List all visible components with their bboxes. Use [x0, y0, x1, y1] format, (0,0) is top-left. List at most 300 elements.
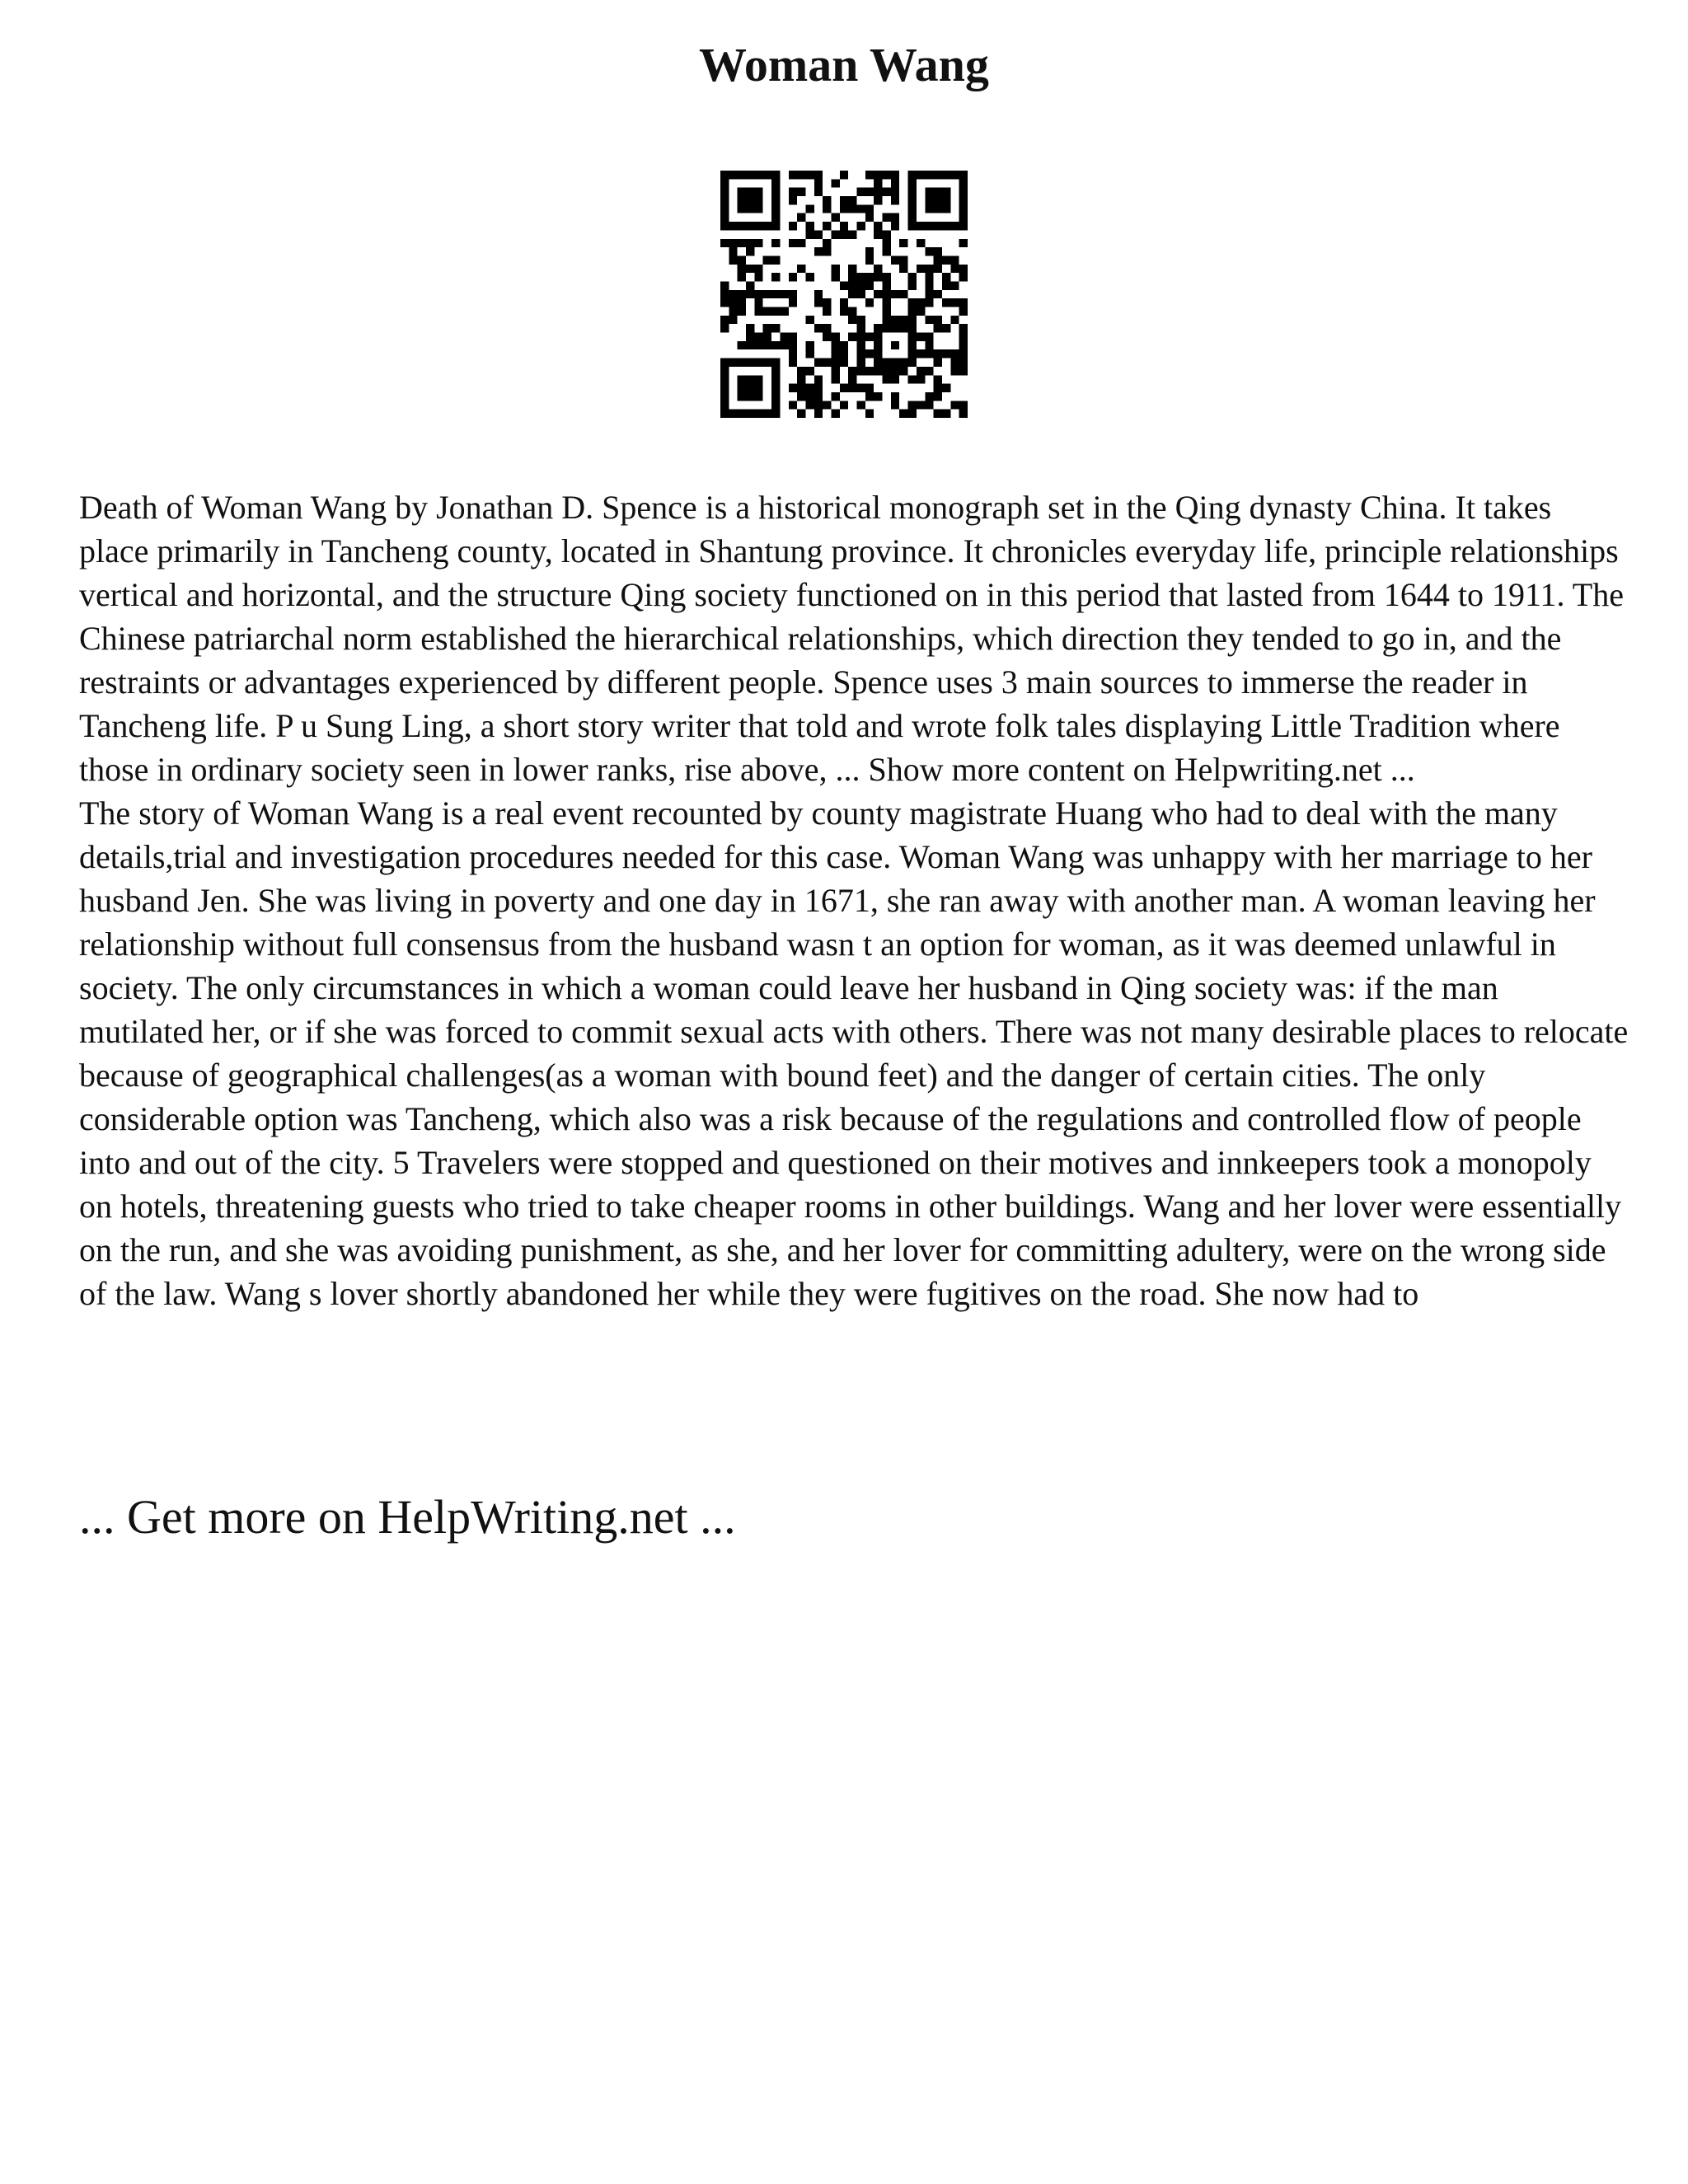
qr-module — [805, 384, 814, 392]
qr-module — [942, 171, 950, 179]
qr-module — [848, 265, 856, 273]
qr-module — [823, 298, 831, 307]
qr-module — [746, 196, 754, 204]
qr-module — [891, 392, 899, 401]
qr-module — [934, 359, 942, 367]
qr-module — [848, 367, 856, 375]
qr-module — [874, 265, 882, 273]
qr-module — [780, 333, 788, 341]
qr-module — [865, 333, 874, 341]
qr-module — [746, 281, 754, 289]
qr-module — [934, 316, 942, 324]
qr-module — [899, 316, 907, 324]
qr-module — [934, 265, 942, 273]
qr-module — [754, 222, 762, 230]
qr-module — [720, 392, 729, 401]
qr-module — [925, 281, 933, 289]
qr-module — [865, 367, 874, 375]
qr-module — [831, 392, 839, 401]
qr-module — [874, 290, 882, 298]
qr-module — [891, 324, 899, 332]
qr-module — [891, 359, 899, 367]
document-title: Woman Wang — [699, 38, 989, 91]
qr-module — [942, 324, 950, 332]
qr-module — [934, 410, 942, 418]
qr-module — [823, 247, 831, 255]
qr-module — [942, 384, 950, 392]
qr-module — [857, 281, 865, 289]
qr-module — [831, 333, 839, 341]
qr-module — [729, 290, 737, 298]
qr-module — [789, 333, 797, 341]
qr-module — [934, 324, 942, 332]
article-paragraph-1: Death of Woman Wang by Jonathan D. Spence is a historical monograph set in the Qing dynasty China. It takes place primarily in Tancheng county, located in Shantung province. It chronicles everyday life, principle relationships vertical and horizontal, and the structure Qing society functioned on in this period that lasted from 1644 to 1911. The Chinese patriarchal norm established the hierarchical relationships, which direction they tended to go in, and the restraints or advantages experienced by different people. Spence uses 3 main sources to immerse the reader in Tancheng life. P u Sung Ling, a short story writer that told and wrote folk tales displaying Little Tradition where those in ordinary society seen in lower ranks, rise above, ... Show more content on Helpwriting.net ... — [79, 489, 1624, 788]
qr-module — [917, 222, 925, 230]
qr-module — [959, 222, 968, 230]
qr-module — [917, 171, 925, 179]
qr-module — [934, 384, 942, 392]
qr-module — [814, 247, 823, 255]
qr-module — [891, 179, 899, 187]
qr-module — [814, 401, 823, 409]
qr-module — [917, 375, 925, 383]
qr-module — [908, 222, 917, 230]
qr-module — [942, 273, 950, 281]
qr-module — [797, 239, 805, 247]
qr-module — [891, 375, 899, 383]
qr-module — [823, 307, 831, 316]
qr-module — [908, 410, 917, 418]
qr-module — [789, 290, 797, 298]
qr-module — [848, 196, 856, 204]
qr-module — [874, 230, 882, 238]
qr-module — [729, 239, 737, 247]
qr-module — [720, 316, 729, 324]
qr-module — [959, 171, 968, 179]
qr-module — [746, 410, 754, 418]
qr-module — [925, 401, 933, 409]
qr-module — [720, 171, 729, 179]
qr-module — [789, 384, 797, 392]
qr-module — [942, 255, 950, 264]
qr-module — [917, 333, 925, 341]
qr-module — [908, 298, 917, 307]
qr-module — [883, 290, 891, 298]
qr-module — [746, 247, 754, 255]
qr-module — [805, 401, 814, 409]
qr-module — [883, 230, 891, 238]
qr-module — [754, 384, 762, 392]
qr-module — [942, 349, 950, 358]
qr-module — [831, 349, 839, 358]
qr-module — [754, 341, 762, 349]
qr-module — [771, 196, 780, 204]
qr-module — [865, 410, 874, 418]
qr-module — [959, 213, 968, 222]
qr-module — [763, 410, 771, 418]
qr-module — [729, 298, 737, 307]
qr-module — [950, 298, 959, 307]
qr-module — [746, 239, 754, 247]
qr-module — [942, 196, 950, 204]
qr-module — [805, 273, 814, 281]
qr-module — [959, 179, 968, 187]
qr-module — [805, 367, 814, 375]
qr-module — [950, 255, 959, 264]
qr-module — [805, 171, 814, 179]
qr-module — [738, 265, 746, 273]
qr-module — [883, 367, 891, 375]
qr-module — [738, 307, 746, 316]
qr-module — [840, 341, 848, 349]
qr-module — [959, 204, 968, 213]
qr-module — [865, 204, 874, 213]
qr-module — [763, 359, 771, 367]
qr-module — [831, 265, 839, 273]
qr-module — [746, 392, 754, 401]
qr-module — [823, 401, 831, 409]
qr-module — [908, 359, 917, 367]
qr-module — [789, 349, 797, 358]
qr-module — [950, 222, 959, 230]
qr-module — [771, 401, 780, 409]
qr-module — [925, 188, 933, 196]
qr-module — [814, 179, 823, 187]
qr-module — [746, 324, 754, 332]
qr-module — [746, 375, 754, 383]
article-paragraph-2: The story of Woman Wang is a real event recounted by county magistrate Huang who had to deal with the many details,trial and investigation procedures needed for this case. Woman Wang was unhappy with her marriage to her husband Jen. She was living in poverty and one day in 1671, she ran away with another man. A woman leaving her relationship without full consensus from the husband wasn t an option for woman, as it was deemed unlawful in society. The only circumstances in which a woman could leave her husband in Qing society was: if the man mutilated her, or if she was forced to commit sexual acts with others. There was not many desirable places to relocate because of geographical challenges(as a woman with bound feet) and the danger of certain cities. The only considerable option was Tancheng, which also was a risk because of the regulations and controlled flow of people into and out of the city. 5 Travelers were stopped and questioned on their motives and innkeepers took a monopoly on hotels, threatening guests who tried to take cheaper rooms in other buildings. Wang and her lover were essentially on the run, and she was avoiding punishment, as she, and her lover for committing adultery, were on the wrong side of the law. Wang s lover shortly abandoned her while they were fugitives on the road. She now had to — [79, 794, 1629, 1312]
qr-module — [917, 307, 925, 316]
qr-module — [908, 171, 917, 179]
qr-module — [771, 324, 780, 332]
qr-module — [738, 204, 746, 213]
qr-module — [720, 375, 729, 383]
qr-module — [865, 349, 874, 358]
qr-module — [925, 247, 933, 255]
qr-module — [942, 188, 950, 196]
qr-module — [729, 255, 737, 264]
qr-module — [874, 333, 882, 341]
qr-module — [950, 265, 959, 273]
qr-module — [754, 239, 762, 247]
qr-module — [831, 341, 839, 349]
qr-module — [950, 316, 959, 324]
qr-module — [720, 324, 729, 332]
qr-module — [729, 410, 737, 418]
qr-module — [771, 367, 780, 375]
qr-module — [771, 188, 780, 196]
qr-module — [942, 298, 950, 307]
qr-module — [754, 392, 762, 401]
qr-module — [729, 247, 737, 255]
qr-module — [934, 392, 942, 401]
qr-module — [925, 392, 933, 401]
qr-module — [848, 230, 856, 238]
qr-module — [925, 298, 933, 307]
qr-module — [720, 222, 729, 230]
qr-module — [746, 333, 754, 341]
qr-module — [771, 307, 780, 316]
qr-module — [950, 349, 959, 358]
qr-code-icon[interactable] — [720, 171, 968, 418]
qr-module — [805, 349, 814, 358]
qr-module — [831, 230, 839, 238]
qr-module — [738, 222, 746, 230]
qr-module — [831, 410, 839, 418]
qr-module — [754, 375, 762, 383]
qr-module — [720, 213, 729, 222]
qr-module — [780, 307, 788, 316]
qr-module — [754, 196, 762, 204]
qr-module — [729, 307, 737, 316]
qr-module — [771, 222, 780, 230]
qr-module — [891, 367, 899, 375]
qr-module — [738, 384, 746, 392]
qr-module — [925, 316, 933, 324]
get-more-link[interactable]: ... Get more on HelpWriting.net ... — [79, 1490, 736, 1544]
qr-module — [763, 290, 771, 298]
qr-module — [814, 188, 823, 196]
qr-module — [883, 307, 891, 316]
qr-module — [771, 273, 780, 281]
qr-module — [874, 341, 882, 349]
qr-module — [805, 204, 814, 213]
qr-module — [754, 273, 762, 281]
qr-module — [746, 384, 754, 392]
qr-module — [771, 213, 780, 222]
qr-module — [959, 265, 968, 273]
qr-module — [891, 213, 899, 222]
qr-module — [840, 359, 848, 367]
qr-module — [925, 341, 933, 349]
qr-module — [720, 188, 729, 196]
qr-module — [720, 298, 729, 307]
qr-module — [805, 222, 814, 230]
qr-module — [720, 179, 729, 187]
qr-module — [857, 316, 865, 324]
article-body — [79, 485, 1629, 1315]
qr-module — [823, 333, 831, 341]
qr-module — [908, 179, 917, 187]
qr-module — [729, 359, 737, 367]
qr-module — [908, 188, 917, 196]
qr-module — [917, 265, 925, 273]
qr-module — [865, 171, 874, 179]
qr-module — [840, 230, 848, 238]
qr-module — [917, 367, 925, 375]
qr-module — [831, 359, 839, 367]
qr-module — [823, 204, 831, 213]
qr-module — [883, 316, 891, 324]
qr-module — [857, 273, 865, 281]
qr-module — [814, 324, 823, 332]
qr-module — [934, 188, 942, 196]
qr-module — [738, 239, 746, 247]
qr-module — [857, 333, 865, 341]
qr-module — [874, 349, 882, 358]
qr-module — [720, 401, 729, 409]
qr-module — [908, 273, 917, 281]
qr-module — [891, 341, 899, 349]
qr-module — [925, 290, 933, 298]
qr-module — [746, 341, 754, 349]
qr-module — [959, 401, 968, 409]
qr-module — [814, 359, 823, 367]
qr-module — [771, 255, 780, 264]
qr-module — [899, 359, 907, 367]
qr-module — [883, 273, 891, 281]
qr-module — [738, 188, 746, 196]
qr-module — [959, 410, 968, 418]
qr-module — [789, 341, 797, 349]
qr-module — [950, 171, 959, 179]
qr-module — [883, 298, 891, 307]
qr-module — [883, 247, 891, 255]
qr-module — [934, 255, 942, 264]
qr-module — [934, 222, 942, 230]
qr-module — [746, 188, 754, 196]
qr-module — [738, 359, 746, 367]
qr-module — [848, 273, 856, 281]
qr-module — [917, 298, 925, 307]
qr-module — [908, 213, 917, 222]
qr-module — [823, 222, 831, 230]
qr-module — [925, 222, 933, 230]
qr-module — [908, 349, 917, 358]
qr-module — [848, 204, 856, 213]
qr-module — [831, 273, 839, 281]
qr-module — [738, 290, 746, 298]
qr-module — [763, 324, 771, 332]
qr-module — [746, 222, 754, 230]
qr-module — [729, 171, 737, 179]
qr-module — [746, 204, 754, 213]
qr-module — [883, 213, 891, 222]
qr-module — [848, 307, 856, 316]
qr-module — [848, 375, 856, 383]
qr-module — [771, 171, 780, 179]
qr-module — [883, 239, 891, 247]
qr-module — [720, 410, 729, 418]
qr-module — [805, 392, 814, 401]
qr-module — [805, 341, 814, 349]
qr-module — [814, 298, 823, 307]
qr-module — [959, 196, 968, 204]
qr-module — [738, 392, 746, 401]
qr-module — [754, 171, 762, 179]
qr-module — [874, 367, 882, 375]
qr-module — [738, 298, 746, 307]
qr-module — [857, 341, 865, 349]
qr-module — [738, 196, 746, 204]
qr-module — [771, 179, 780, 187]
qr-module — [823, 324, 831, 332]
qr-module — [925, 171, 933, 179]
qr-module — [950, 281, 959, 289]
qr-module — [840, 204, 848, 213]
qr-module — [874, 324, 882, 332]
qr-module — [908, 281, 917, 289]
qr-module — [865, 273, 874, 281]
qr-module — [959, 359, 968, 367]
qr-module — [883, 359, 891, 367]
qr-module — [746, 171, 754, 179]
qr-module — [908, 341, 917, 349]
qr-module — [754, 188, 762, 196]
qr-module — [797, 213, 805, 222]
qr-module — [883, 375, 891, 383]
qr-module — [805, 316, 814, 324]
qr-module — [891, 290, 899, 298]
qr-module — [959, 298, 968, 307]
qr-module — [754, 290, 762, 298]
qr-module — [857, 222, 865, 230]
qr-module — [746, 359, 754, 367]
qr-module — [908, 401, 917, 409]
qr-module — [959, 188, 968, 196]
qr-module — [865, 213, 874, 222]
qr-module — [925, 204, 933, 213]
qr-module — [840, 349, 848, 358]
qr-module — [883, 281, 891, 289]
qr-module — [729, 316, 737, 324]
qr-module — [857, 188, 865, 196]
qr-module — [942, 222, 950, 230]
qr-module — [899, 410, 907, 418]
qr-module — [874, 188, 882, 196]
qr-module — [771, 410, 780, 418]
qr-module — [720, 281, 729, 289]
qr-module — [797, 367, 805, 375]
qr-module — [720, 359, 729, 367]
qr-module — [934, 196, 942, 204]
qr-module — [780, 290, 788, 298]
qr-module — [789, 239, 797, 247]
qr-module — [848, 290, 856, 298]
qr-module — [738, 375, 746, 383]
qr-module — [771, 392, 780, 401]
qr-module — [925, 333, 933, 341]
qr-module — [831, 375, 839, 383]
qr-module — [771, 204, 780, 213]
qr-module — [729, 222, 737, 230]
qr-module — [857, 324, 865, 332]
qr-module — [874, 171, 882, 179]
qr-module — [797, 265, 805, 273]
qr-module — [831, 213, 839, 222]
qr-module — [754, 333, 762, 341]
qr-module — [857, 359, 865, 367]
qr-module — [840, 401, 848, 409]
qr-module — [857, 349, 865, 358]
qr-module — [942, 410, 950, 418]
qr-module — [840, 171, 848, 179]
qr-module — [925, 273, 933, 281]
qr-module — [934, 375, 942, 383]
qr-module — [720, 367, 729, 375]
qr-module — [891, 196, 899, 204]
qr-module — [934, 349, 942, 358]
qr-module — [814, 230, 823, 238]
qr-module — [789, 171, 797, 179]
qr-module — [899, 324, 907, 332]
qr-module — [720, 290, 729, 298]
qr-module — [908, 333, 917, 341]
qr-module — [934, 204, 942, 213]
qr-module — [814, 392, 823, 401]
qr-module — [899, 255, 907, 264]
qr-module — [942, 281, 950, 289]
